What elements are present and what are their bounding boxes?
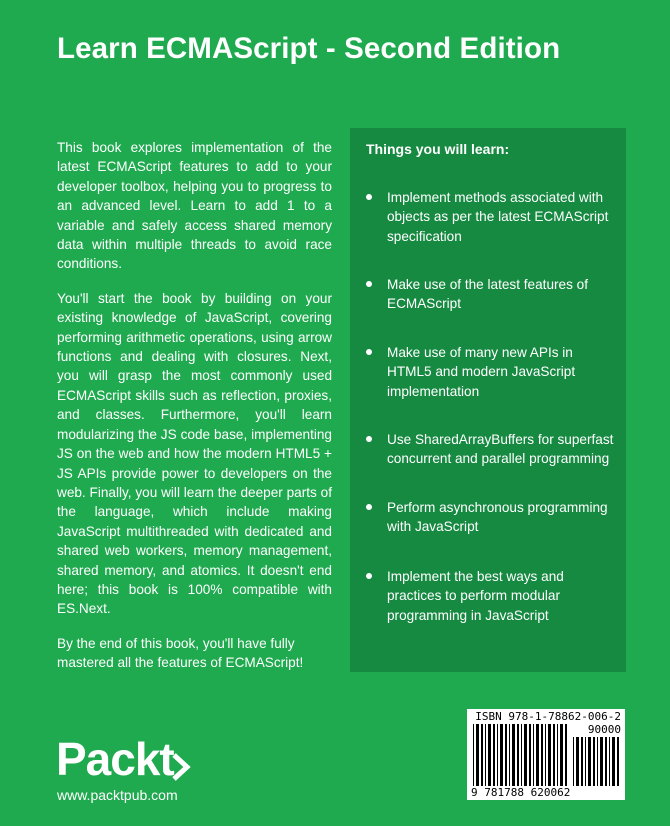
barcode-bar	[593, 737, 595, 786]
book-title: Learn ECMAScript - Second Edition	[57, 32, 561, 65]
bullet-icon	[366, 194, 372, 200]
publisher-url: www.packtpub.com	[57, 787, 178, 803]
barcode-bar	[597, 737, 598, 786]
book-description	[57, 138, 332, 688]
price-code: 90000	[587, 723, 621, 736]
learn-item-text: Implement methods associated with objects as per the latest ECMAScript specification	[387, 190, 609, 244]
barcode-bar	[512, 724, 515, 786]
things-you-will-learn-box	[350, 128, 626, 672]
description-paragraph: This book explores implementation of the latest ECMAScript features to add to your developer toolbox, helping you to progress to an advanced level. Learn to add 1 to a variable and safely access shared memory data within multiple threads to avoid race conditions.	[57, 140, 332, 272]
isbn-barcode	[467, 709, 625, 800]
learn-item	[366, 188, 616, 246]
learn-heading: Things you will learn:	[366, 141, 510, 157]
bullet-icon	[366, 349, 372, 355]
isbn-text: ISBN 978-1-78862-006-2	[475, 710, 621, 723]
barcode-bar	[488, 724, 491, 786]
barcode-bar	[588, 737, 591, 786]
barcode-bar	[521, 724, 522, 786]
barcode-bar	[476, 724, 479, 786]
barcode-bar	[541, 724, 543, 786]
barcode-bar	[509, 724, 510, 786]
packt-logo-arrow-icon	[171, 753, 191, 781]
barcode-bar	[493, 724, 495, 786]
barcode-bar	[505, 724, 507, 786]
barcode-bar	[497, 724, 498, 786]
barcode-bars	[473, 724, 569, 786]
barcode-bar	[617, 737, 619, 786]
learn-item-text: Implement the best ways and practices to perform modular programming in JavaScript	[387, 569, 564, 623]
barcode-bar	[481, 724, 483, 786]
barcode-bar	[612, 737, 615, 786]
price-barcode-bars	[573, 737, 621, 786]
learn-item	[366, 430, 616, 469]
learn-item-text: Use SharedArrayBuffers for superfast concurrent and parallel programming	[387, 432, 614, 467]
learn-item-text: Perform asynchronous programming with JavaScript	[387, 500, 608, 535]
barcode-bar	[533, 724, 534, 786]
barcode-bar	[473, 724, 474, 786]
barcode-bar	[517, 724, 519, 786]
description-paragraph: By the end of this book, you'll have fully mastered all the features of ECMAScript!	[57, 635, 304, 671]
barcode-bar	[573, 737, 574, 786]
learn-item	[366, 343, 616, 401]
barcode-bar	[605, 737, 607, 786]
bullet-icon	[366, 436, 372, 442]
barcode-bar	[485, 724, 486, 786]
learn-item	[366, 275, 616, 314]
packt-logo: Packt	[56, 733, 174, 785]
barcode-bar	[576, 737, 579, 786]
barcode-bar	[545, 724, 546, 786]
barcode-bar	[585, 737, 586, 786]
barcode-bar	[565, 724, 567, 786]
barcode-bar	[529, 724, 531, 786]
barcode-bar	[536, 724, 539, 786]
bullet-icon	[366, 504, 372, 510]
learn-item	[366, 498, 616, 537]
barcode-bar	[548, 724, 551, 786]
learn-item-text: Make use of the latest features of ECMAScript	[387, 277, 588, 312]
barcode-bar	[560, 724, 563, 786]
barcode-bar	[500, 724, 503, 786]
bullet-icon	[366, 573, 372, 579]
barcode-bar	[609, 737, 610, 786]
barcode-bar	[581, 737, 583, 786]
barcode-bar	[524, 724, 527, 786]
description-paragraph: You'll start the book by building on your existing knowledge of JavaScript, covering performing arithmetic operations, using arrow functions and dealing with closures. Next, you will grasp the most commonly used ECMAScript skills such as reflection, proxies, and classes. Furthermore, you'll learn modularizing the JS code base, implementing JS on the web and how the modern HTML5 + JS APIs provide power to developers on the web. Finally, you will learn the deeper parts of the language, which include making JavaScript multithreaded with dedicated and shared web workers, memory management, shared memory, and atomics. It doesn't end here; this book is 100% compatible with ES.Next.	[57, 290, 332, 617]
learn-item-text: Make use of many new APIs in HTML5 and modern JavaScript implementation	[387, 345, 576, 399]
barcode-bar	[553, 724, 555, 786]
bullet-icon	[366, 281, 372, 287]
barcode-number: 9 781788 620062	[471, 786, 571, 799]
barcode-bar	[557, 724, 558, 786]
learn-item	[366, 567, 616, 625]
barcode-bar	[600, 737, 603, 786]
